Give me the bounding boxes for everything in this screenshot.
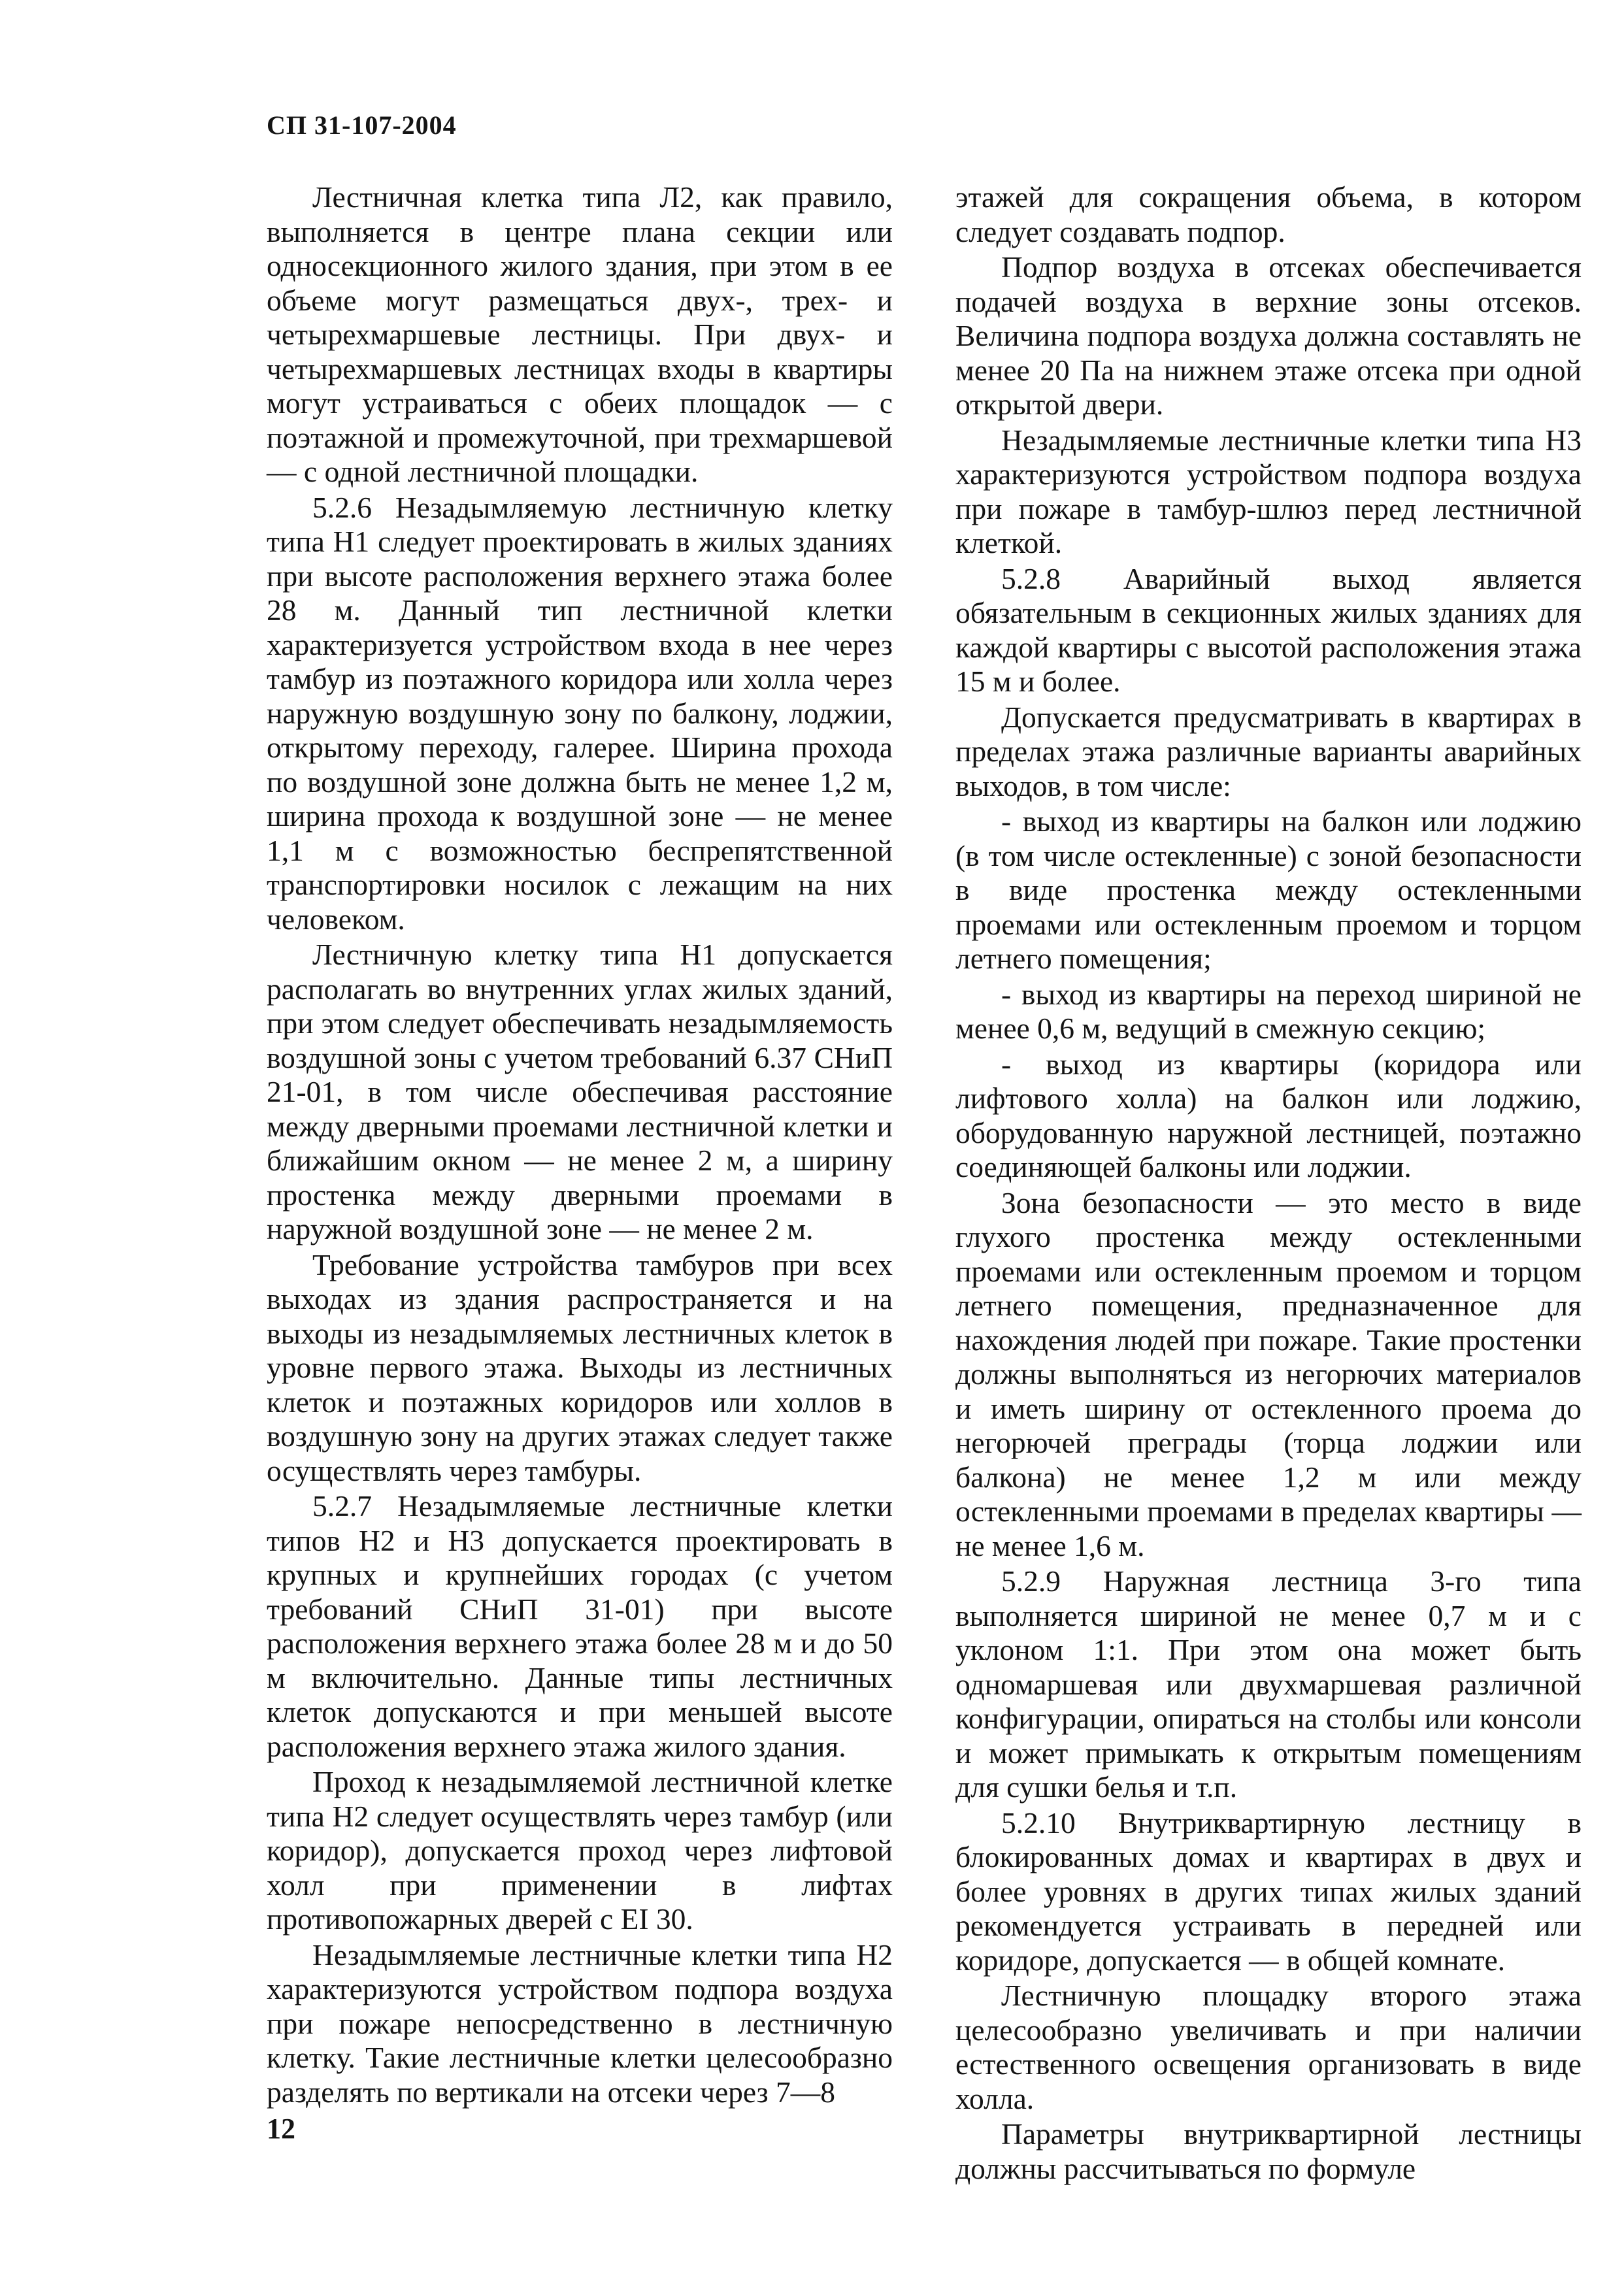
paragraph: 5.2.6 Незадымляемую лестничную клетку типа Н1 следует проектировать в жилых зданиях при высоте расположения верхнего этажа более 28 м. Данный тип лестничной клетки характеризуется устройством входа в нее через тамбур из поэтажного коридора или холла через наружную воздушную зону по балкону, лоджии, открытому переходу, галерее. Ширина прохода по воздушной зоне должна быть не менее 1,2 м, ширина прохода к воздушной зоне — не менее 1,1 м с возможностью беспрепятственной транспортировки носилок с лежащим на них человеком.	[267, 490, 893, 936]
paragraph: Требование устройства тамбуров при всех выходах из здания распространяется и на выходы из незадымляемых лестничных клеток в уровне первого этажа. Выходы из лестничных клеток и поэтажных коридоров или холлов в воздушную зону на других этажах следует также осуществлять через тамбуры.	[267, 1247, 893, 1487]
page-number: 12	[267, 2113, 295, 2145]
paragraph: Подпор воздуха в отсеках обеспечивается подачей воздуха в верхние зоны отсеков. Величина подпора воздуха должна составлять не менее 20 Па на нижнем этаже отсека при одной открытой двери.	[955, 250, 1582, 421]
right-text-column	[955, 180, 1582, 2186]
paragraph: Лестничная клетка типа Л2, как правило, выполняется в центре плана секции или односекционного жилого здания, при этом в ее объеме могут размещаться двух-, трех- и четырехмаршевые лестницы. При двух- и четырехмаршевых лестницах входы в квартиры могут устраиваться с обеих площадок — с поэтажной и промежуточной, при трехмаршевой — с одной лестничной площадки.	[267, 180, 893, 488]
paragraph: Незадымляемые лестничные клетки типа Н2 характеризуются устройством подпора воздуха при пожаре непосредственно в лестничную клетку. Такие лестничные клетки целесообразно разделять по вертикали на отсеки через 7—8	[267, 1938, 893, 2109]
paragraph: 5.2.9 Наружная лестница 3-го типа выполняется шириной не менее 0,7 м и с уклоном 1:1. При этом она может быть одномаршевая или двухмаршевая различной конфигурации, опираться на столбы или консоли и может примыкать к открытым помещениям для сушки белья и т.п.	[955, 1564, 1582, 1804]
paragraph: Незадымляемые лестничные клетки типа Н3 характеризуются устройством подпора воздуха при пожаре в тамбур-шлюз перед лестничной клеткой.	[955, 423, 1582, 559]
paragraph-continuation: этажей для сокращения объема, в котором следует создавать подпор.	[955, 180, 1582, 248]
paragraph: 5.2.7 Незадымляемые лестничные клетки типов Н2 и Н3 допускается проектировать в крупных и крупнейших городах (с учетом требований СНиП 31-01) при высоте расположения верхнего этажа более 28 м и до 50 м включительно. Данные типы лестничных клеток допускаются и при меньшей высоте расположения верхнего этажа жилого здания.	[267, 1489, 893, 1763]
list-item: - выход из квартиры (коридора или лифтового холла) на балкон или лоджию, оборудованную наружной лестницей, поэтажно соединяющей балконы или лоджии.	[955, 1047, 1582, 1183]
document-code: СП 31-107-2004	[267, 110, 457, 140]
paragraph: Проход к незадымляемой лестничной клетке типа Н2 следует осуществлять через тамбур (или коридор), допускается проход через лифтовой холл при применении в лифтах противопожарных дверей с EI 30.	[267, 1765, 893, 1936]
paragraph: 5.2.10 Внутриквартирную лестницу в блокированных домах и квартирах в двух и более уровнях в других типах жилых зданий рекомендуется устраивать в передней или коридоре, допускается — в общей комнате.	[955, 1806, 1582, 1977]
paragraph: Лестничную площадку второго этажа целесообразно увеличивать и при наличии естественного освещения организовать в виде холла.	[955, 1979, 1582, 2115]
paragraph: Допускается предусматривать в квартирах в пределах этажа различные варианты аварийных выходов, в том числе:	[955, 700, 1582, 802]
paragraph: Зона безопасности — это место в виде глухого простенка между остекленными проемами или остекленным проемом и торцом летнего помещения, предназначенное для нахождения людей при пожаре. Такие простенки должны выполняться из негорючих материалов и иметь ширину от остекленного проема до негорючей преграды (торца лоджии или балкона) не менее 1,2 м или между остекленными проемами в пределах квартиры — не менее 1,6 м.	[955, 1185, 1582, 1562]
paragraph: Параметры внутриквартирной лестницы должны рассчитываться по формуле	[955, 2117, 1582, 2185]
paragraph: 5.2.8 Аварийный выход является обязательным в секционных жилых зданиях для каждой квартиры с высотой расположения этажа 15 м и более.	[955, 561, 1582, 698]
paragraph: Лестничную клетку типа Н1 допускается располагать во внутренних углах жилых зданий, при этом следует обеспечивать незадымляемость воздушной зоны с учетом требований 6.37 СНиП 21-01, в том числе обеспечивая расстояние между дверными проемами лестничной клетки и ближайшим окном — не менее 2 м, а ширину простенка между дверными проемами в наружной воздушной зоне — не менее 2 м.	[267, 938, 893, 1245]
list-item: - выход из квартиры на балкон или лоджию (в том числе остекленные) с зоной безопасности в виде простенка между остекленными проемами или остекленным проемом и торцом летнего помещения;	[955, 804, 1582, 975]
left-text-column	[267, 180, 893, 2109]
list-item: - выход из квартиры на переход шириной не менее 0,6 м, ведущий в смежную секцию;	[955, 977, 1582, 1045]
